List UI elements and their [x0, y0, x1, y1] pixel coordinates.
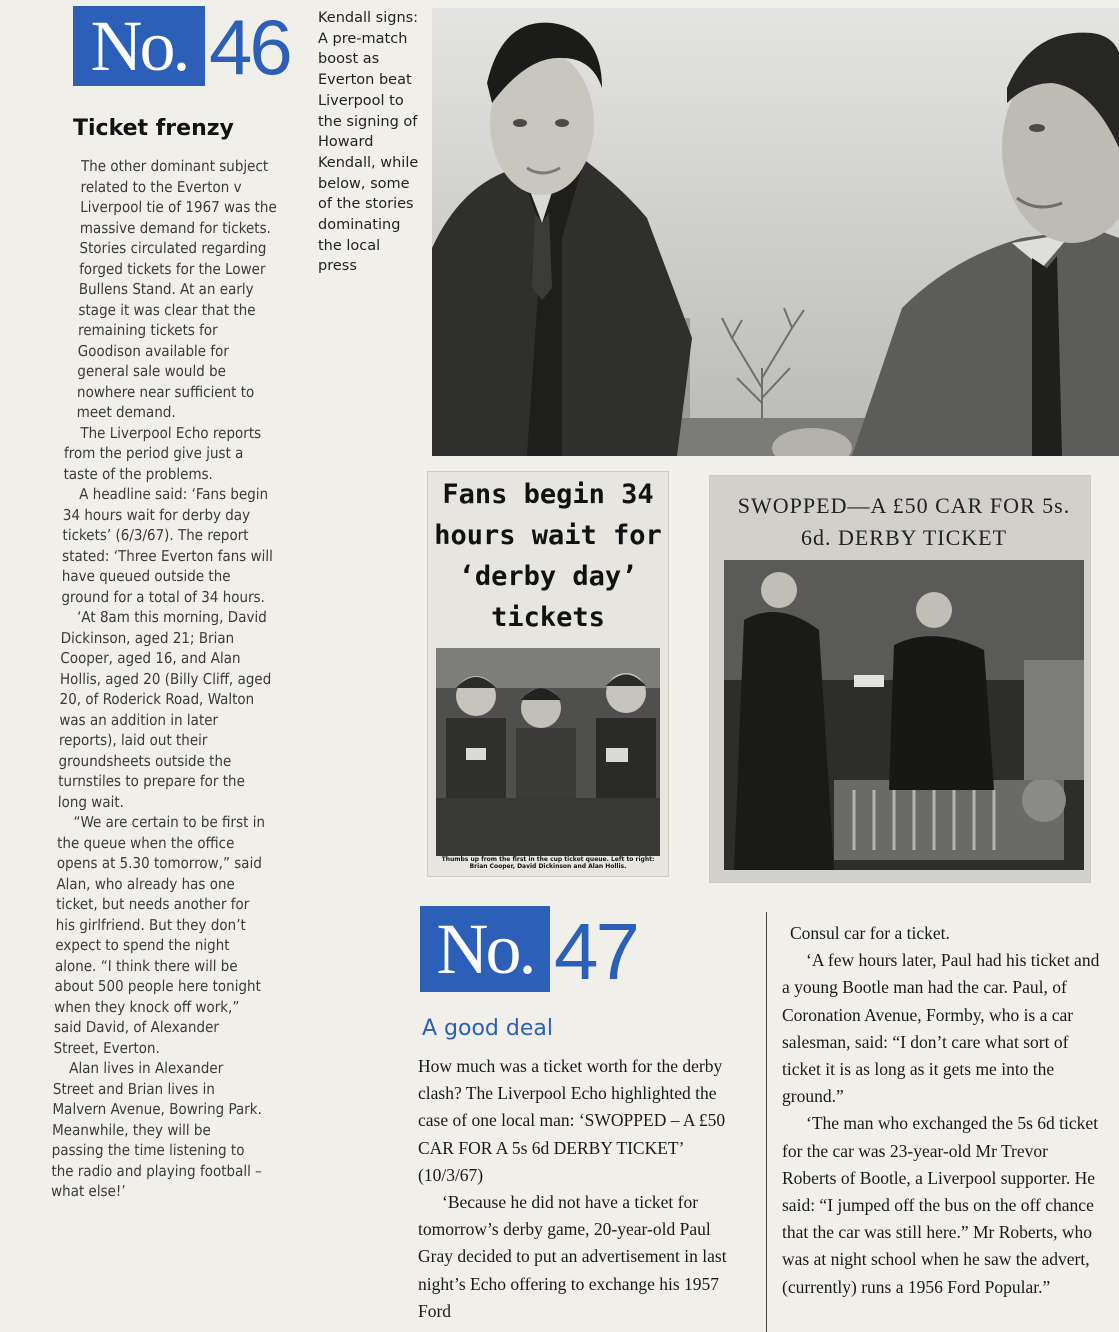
- clipping-headline: SWOPPED—A £50 CAR FOR 5s. 6d. DERBY TICKET: [737, 493, 1071, 550]
- badge-label: No.: [420, 906, 550, 992]
- clipping-photo-caption: Thumbs up from the first in the cup ticket queue. Left to right: Brian Cooper, David Dickinson and Alan Hollis.: [441, 856, 655, 870]
- article-column-47-left: [418, 1053, 748, 1325]
- paragraph: Alan lives in Alexander Street and Brian lives in Malvern Avenue, Bowring Park. Meanwhile, they will be passing the time listening to the radio and playing football – what else!’: [50, 1059, 263, 1200]
- newspaper-clipping-swopped: [710, 476, 1090, 882]
- badge-number: 46: [209, 3, 290, 91]
- section-heading: Ticket frenzy: [73, 116, 234, 141]
- article-column-46: [51, 156, 283, 1202]
- clipping-headline: Fans begin 34 hours wait for ‘derby day’ tickets: [434, 479, 662, 633]
- paragraph: A headline said: ‘Fans begin 34 hours wait for derby day tickets’ (6/3/67). The report stated: ‘Three Everton fans will have queued outside the ground for a total of 34 hours.: [61, 485, 274, 606]
- paragraph: How much was a ticket worth for the derby clash? The Liverpool Echo highlighted the case of one local man: ‘SWOPPED – A £50 CAR FOR A 5s 6d DERBY TICKET’ (10/3/67): [418, 1056, 726, 1185]
- paragraph: ‘Because he did not have a ticket for tomorrow’s derby game, 20-year-old Paul Gray decided to put an advertisement in last night’s Echo offering to exchange his 1957 Ford: [418, 1192, 727, 1321]
- paragraph: ‘The man who exchanged the 5s 6d ticket for the car was 23-year-old Mr Trevor Roberts of Bootle, a Liverpool supporter. He said: “I jumped off the bus on the off chance that the car was still here.” Mr Roberts, who was at night school when he saw the advert, (currently) runs a 1956 Ford Popular.”: [782, 1113, 1099, 1297]
- column-divider: [766, 912, 767, 1332]
- badge-number: 47: [554, 907, 637, 996]
- paragraph: ‘A few hours later, Paul had his ticket and a young Bootle man had the car. Paul, of Coronation Avenue, Formby, who is a car salesman, said: “I don’t care what sort of ticket it is as long as it gets me into the ground.”: [782, 950, 1100, 1107]
- paragraph: “We are certain to be first in the queue when the office opens at 5.30 tomorrow,” said Alan, who already has one ticket, but needs another for his girlfriend. But they don’t expect to spend the night alone. “I think there will be about 500 people here tonight when they knock off work,” said David, of Alexander Street, Everton.: [53, 813, 266, 1057]
- section-number-badge-46: [73, 3, 290, 91]
- paragraph: The Liverpool Echo reports from the period give just a taste of the problems.: [63, 423, 262, 483]
- section-heading: A good deal: [422, 1016, 553, 1041]
- kendall-signing-photo: [432, 8, 1119, 456]
- article-column-47-right: [782, 920, 1100, 1332]
- newspaper-clipping-fans: [428, 472, 668, 876]
- paragraph: The other dominant subject related to the Everton v Liverpool tie of 1967 was the massive demand for tickets. Stories circulated regarding forged tickets for the Lower Bullens Stand. At an early stage it was clear that the remaining tickets for Goodison available for general sale would be nowhere near sufficient to meet demand.: [76, 157, 277, 421]
- photo-caption: Kendall signs: A pre-match boost as Everton beat Liverpool to the signing of Howard Kendall, while below, some of the stories dominating the local press: [318, 10, 419, 275]
- paragraph: ‘At 8am this morning, David Dickinson, aged 21; Brian Cooper, aged 16, and Alan Hollis, aged 20 (Billy Cliff, aged 20, of Roderick Road, Walton was an addition in later reports), laid out their groundsheets outside the turnstiles to prepare for the long wait.: [57, 608, 272, 811]
- fans-queue-photo: [436, 648, 660, 856]
- badge-label: No.: [73, 6, 205, 86]
- bleed-through-text: [296, 966, 376, 1326]
- main-photo: [432, 8, 1119, 456]
- paragraph: Consul car for a ticket.: [790, 923, 950, 943]
- car-swap-photo: [724, 560, 1084, 870]
- section-number-badge-47: [420, 906, 637, 996]
